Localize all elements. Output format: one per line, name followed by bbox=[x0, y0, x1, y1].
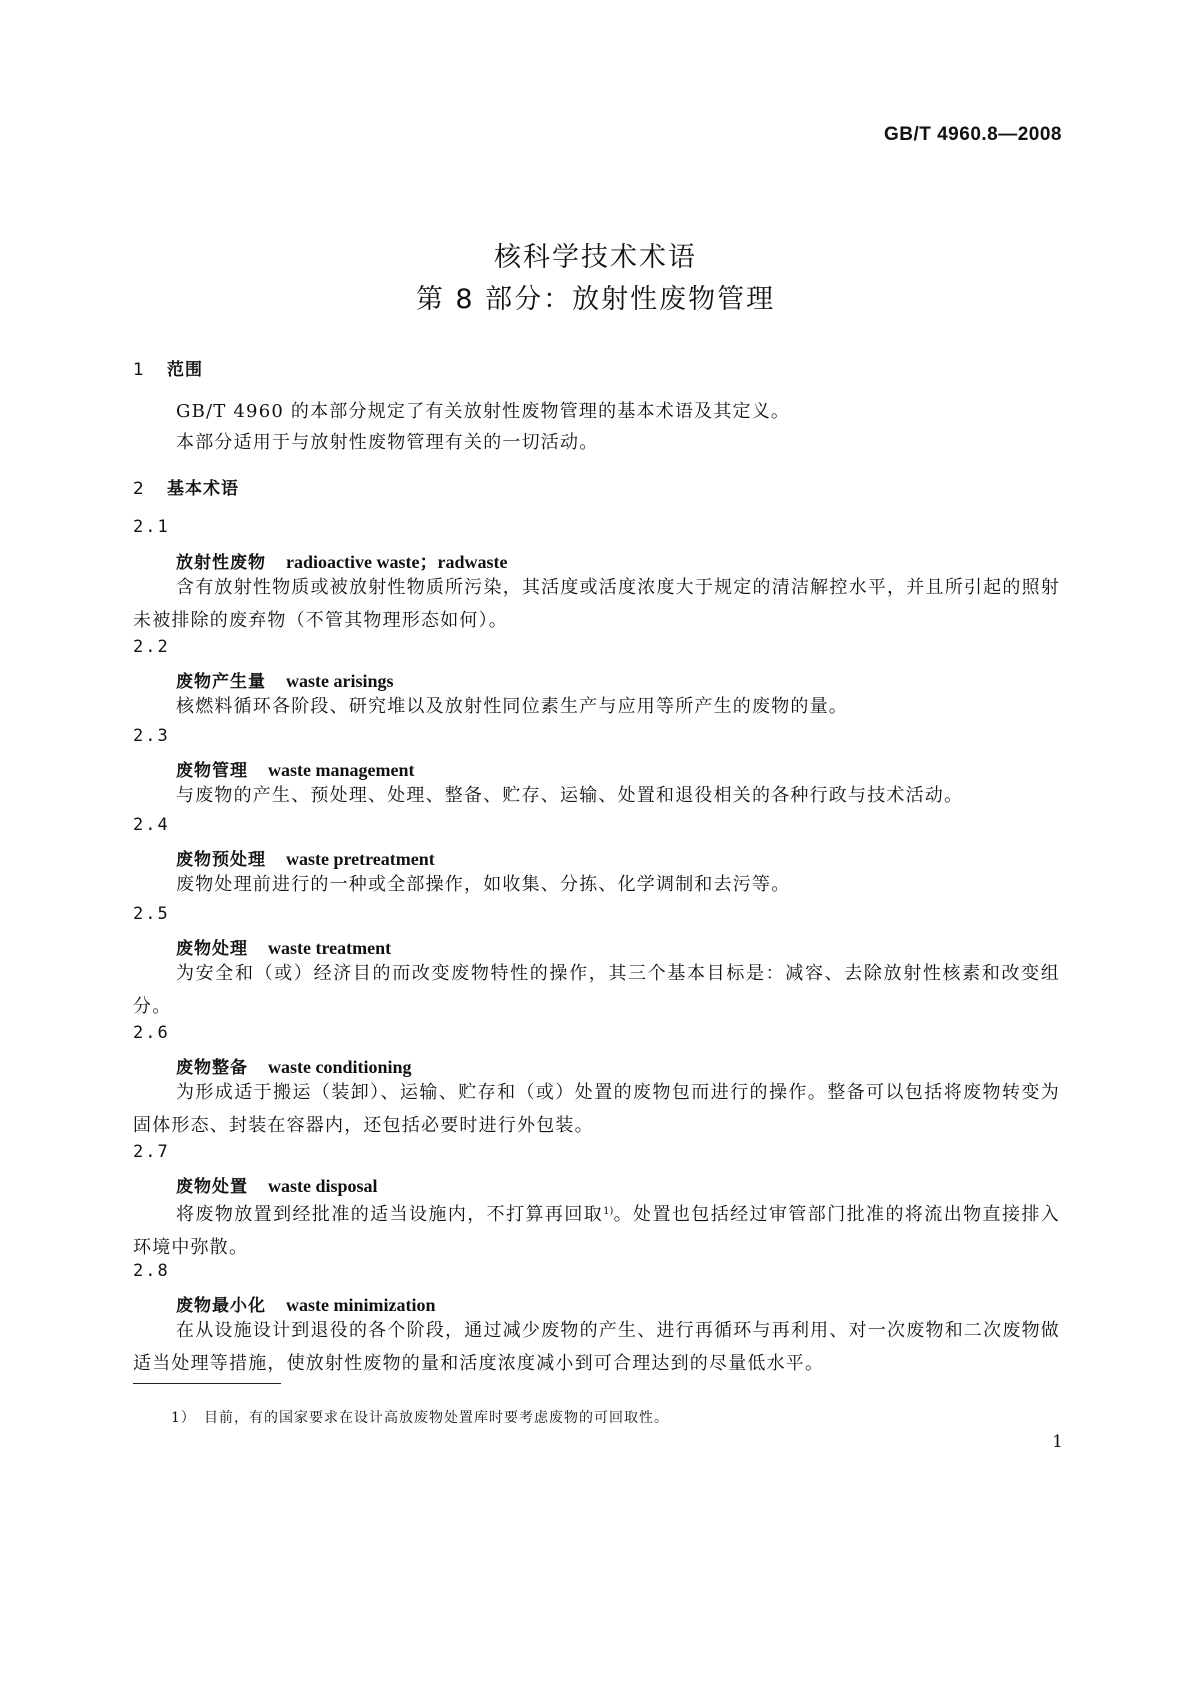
term-entry bbox=[176, 1172, 378, 1197]
term-definition: 废物处理前进行的一种或全部操作，如收集、分拣、化学调制和去污等。 bbox=[176, 874, 791, 895]
clause-number: 2.4 bbox=[133, 815, 170, 835]
term-definition: 为形成适于搬运（装卸）、运输、贮存和（或）处置的废物包而进行的操作。整备可以包括将废物转变为固体形态、封装在容器内，还包括必要时进行外包装。 bbox=[133, 1082, 1060, 1136]
clause-number: 2.5 bbox=[133, 904, 170, 924]
scope-paragraph-2: 本部分适用于与放射性废物管理有关的一切活动。 bbox=[176, 432, 599, 453]
term-english: waste disposal bbox=[268, 1176, 378, 1196]
term-chinese: 废物产生量 bbox=[176, 672, 266, 692]
section-number: 2 bbox=[133, 479, 145, 499]
term-definition: 与废物的产生、预处理、处理、整备、贮存、运输、处置和退役相关的各种行政与技术活动。 bbox=[176, 785, 964, 806]
term-chinese: 废物处置 bbox=[176, 1177, 248, 1197]
term-chinese: 废物预处理 bbox=[176, 850, 266, 870]
term-english: radioactive waste；radwaste bbox=[286, 552, 508, 572]
term-definition: 含有放射性物质或被放射性物质所污染，其活度或活度浓度大于规定的清洁解控水平，并且所引起的照射未被排除的废弃物（不管其物理形态如何）。 bbox=[133, 577, 1060, 631]
term-definition: 核燃料循环各阶段、研究堆以及放射性同位素生产与应用等所产生的废物的量。 bbox=[176, 696, 848, 717]
definition-text: 。处置也包括经过审管部门批准的将流出物直接排入环境中弥散。 bbox=[133, 1204, 1060, 1258]
page-number: 1 bbox=[1052, 1432, 1063, 1452]
clause-number: 2.2 bbox=[133, 637, 170, 657]
term-entry bbox=[176, 1291, 435, 1316]
section-1-heading bbox=[133, 355, 203, 380]
footnote-number: 1） bbox=[171, 1410, 196, 1426]
document-title: 核科学技术术语 bbox=[494, 242, 697, 273]
term-english: waste management bbox=[268, 760, 415, 780]
footnote bbox=[171, 1407, 669, 1427]
standard-code: GB/T 4960.8—2008 bbox=[883, 124, 1062, 145]
term-entry bbox=[176, 845, 435, 870]
term-chinese: 废物管理 bbox=[176, 761, 248, 781]
term-definition: 在从设施设计到退役的各个阶段，通过减少废物的产生、进行再循环与再利用、对一次废物和二次废物做适当处理等措施，使放射性废物的量和活度浓度减小到可合理达到的尽量低水平。 bbox=[133, 1320, 1060, 1374]
section-number: 1 bbox=[133, 360, 145, 380]
term-chinese: 废物处理 bbox=[176, 939, 248, 959]
footnote-reference: 1) bbox=[603, 1206, 614, 1217]
term-entry bbox=[176, 756, 414, 781]
term-chinese: 放射性废物 bbox=[176, 553, 266, 573]
definition-text: 将废物放置到经批准的适当设施内，不打算再回取 bbox=[176, 1204, 604, 1225]
clause-number: 2.8 bbox=[133, 1261, 170, 1281]
term-english: waste pretreatment bbox=[286, 849, 435, 869]
term-definition: 为安全和（或）经济目的而改变废物特性的操作，其三个基本目标是：减容、去除放射性核素和改变组分。 bbox=[133, 963, 1060, 1017]
term-chinese: 废物最小化 bbox=[176, 1296, 266, 1316]
footnote-divider bbox=[133, 1383, 281, 1384]
term-english: waste conditioning bbox=[268, 1057, 412, 1077]
term-entry bbox=[176, 667, 394, 692]
term-definition bbox=[133, 1195, 1060, 1264]
section-title: 基本术语 bbox=[167, 479, 239, 499]
term-english: waste arisings bbox=[286, 671, 394, 691]
term-entry bbox=[176, 934, 391, 959]
scope-paragraph-1: GB/T 4960 的本部分规定了有关放射性废物管理的基本术语及其定义。 bbox=[176, 401, 791, 422]
term-english: waste treatment bbox=[268, 938, 392, 958]
section-2-heading bbox=[133, 474, 239, 499]
footnote-text: 目前，有的国家要求在设计高放废物处置库时要考虑废物的可回取性。 bbox=[204, 1410, 669, 1426]
clause-number: 2.1 bbox=[133, 517, 170, 537]
section-title: 范围 bbox=[167, 360, 203, 380]
clause-number: 2.3 bbox=[133, 726, 170, 746]
term-english: waste minimization bbox=[286, 1295, 436, 1315]
clause-number: 2.7 bbox=[133, 1142, 170, 1162]
term-entry bbox=[176, 1053, 412, 1078]
term-chinese: 废物整备 bbox=[176, 1058, 248, 1078]
document-subtitle: 第 8 部分：放射性废物管理 bbox=[415, 284, 776, 315]
clause-number: 2.6 bbox=[133, 1023, 170, 1043]
